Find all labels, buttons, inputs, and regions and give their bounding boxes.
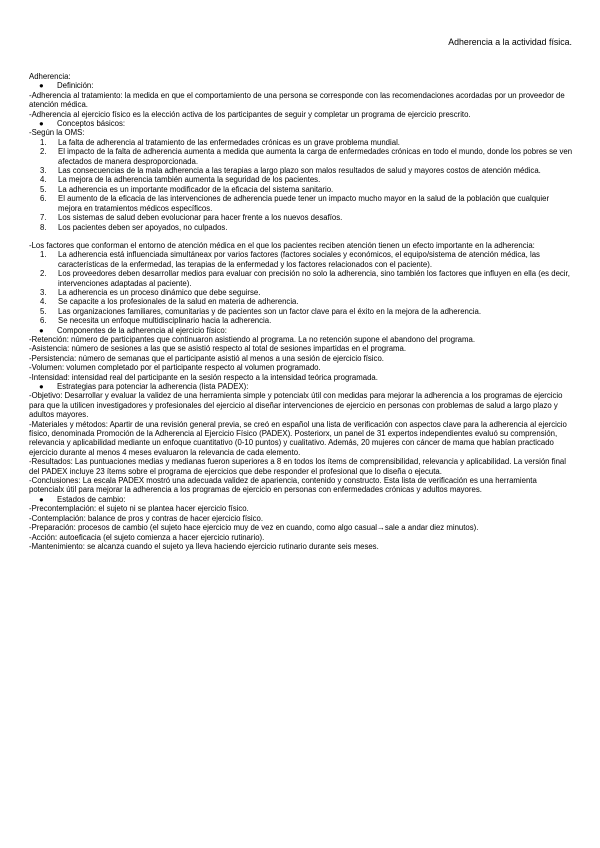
- section-componentes: [29, 326, 574, 335]
- document-body: [29, 72, 574, 551]
- document-heading: Adherencia:: [29, 72, 71, 81]
- paragraph: -Contemplación: balance de pros y contras de hacer ejercicio físico.: [29, 513, 264, 523]
- paragraph: -Mantenimiento: se alcanza cuando el sujeto ya lleva haciendo ejercicio rutinario durante seis meses.: [29, 541, 379, 551]
- paragraph: -Adherencia al ejercicio físico es la elección activa de los participantes de seguir y completar un programa de ejercicio prescrito.: [29, 109, 471, 119]
- list-item: 4. Se capacite a los profesionales de la salud en materia de adherencia.: [40, 297, 299, 307]
- paragraph: -Acción: autoeficacia (el sujeto comienza a hacer ejercicio rutinario).: [29, 532, 265, 542]
- section-estrategias: [29, 382, 574, 391]
- list-item: 2. Los proveedores deben desarrollar medios para evaluar con precisión no solo la adherencia, sino también los factores que influyen en ella (es decir, intervenciones adaptadas al paciente).: [40, 269, 570, 288]
- list-item: 6. El aumento de la eficacia de las intervenciones de adherencia puede tener un impacto mucho mayor en la salud de la población que cualquier mejora en tratamientos médicos específicos.: [40, 194, 550, 213]
- list-item: 1. La falta de adherencia al tratamiento de las enfermedades crónicas es un grave problema mundial.: [40, 137, 400, 147]
- paragraph: -Volumen: volumen completado por el participante respecto al volumen programado.: [29, 363, 321, 373]
- section-title: Componentes de la adherencia al ejercicio físico:: [57, 325, 227, 335]
- section-conceptos: [29, 119, 574, 128]
- list-item: 6. Se necesita un enfoque multidisciplinario hacia la adherencia.: [40, 316, 272, 326]
- oms-list: [29, 138, 574, 232]
- bullet-icon: ●: [39, 325, 44, 335]
- paragraph: -Retención: número de participantes que continuaron asistiendo al programa. La no retención supone el abandono del programa.: [29, 334, 476, 344]
- section-title: Conceptos básicos:: [57, 119, 126, 129]
- section-estados: [29, 495, 574, 504]
- paragraph: -Según la OMS:: [29, 128, 85, 138]
- section-title: Estrategias para potenciar la adherencia (lista PADEX):: [57, 382, 249, 391]
- bullet-icon: ●: [39, 81, 44, 91]
- paragraph: -Preparación: procesos de cambio (el sujeto hace ejercicio muy de vez en cuando, como algo casual→sale a andar diez minutos).: [29, 523, 479, 533]
- bullet-icon: ●: [39, 382, 44, 391]
- list-item: 5. Las organizaciones familiares, comunitarias y de pacientes son un factor clave para el éxito en la mejora de la adherencia.: [40, 306, 482, 316]
- paragraph: -Adherencia al tratamiento: la medida en que el comportamiento de una persona se corresponde con las recomendaciones acordadas por un proveedor de atención médica.: [29, 90, 565, 110]
- list-item: 1. La adherencia está influenciada simultáneax por varios factores (factores sociales y económicos, el equipo/sistema de atención médica, las características de la enfermedad, las terapias de la enfermedad y los factores relacionados con el paciente).: [40, 250, 540, 269]
- paragraph: -Asistencia: número de sesiones a las que se asistió respecto al total de sesiones impartidas en el programa.: [29, 344, 407, 354]
- bullet-icon: ●: [39, 494, 44, 504]
- paragraph: -Materiales y métodos: Apartir de una revisión general previa, se creó en español una lista de verificación con aspectos clave para la adherencia al ejercicio físico, denominada Promoción de la Adherencia al Ejercicio Físico (PADEX). Posteriorx, un panel de 31 expertos independientes evaluó su comprensión, relevancia y aplicabilidad mediante un enfoque cuantitativo (0-10 puntos) y cualitativo. Además, 20 mujeres con cáncer de mama que habían practicado ejercicio durante al menos 4 meses evaluaron la relevancia de cada elemento.: [29, 419, 567, 457]
- factores-list: [29, 250, 574, 325]
- paragraph: -Precontemplación: el sujeto ni se plantea hacer ejercicio físico.: [29, 504, 249, 514]
- section-title: Estados de cambio:: [57, 494, 126, 504]
- paragraph: -Los factores que conforman el entorno de atención médica en el que los pacientes reciben atención tienen un efecto importante en la adherencia:: [29, 240, 535, 250]
- paragraph: -Persistencia: número de semanas que el participante asistió al menos a una sesión de ejercicio físico.: [29, 353, 384, 363]
- paragraph: -Objetivo: Desarrollar y evaluar la validez de una herramienta simple y potencialx útil con medidas para mejorar la adherencia a los programas de ejercicio para que la utilicen investigadores y profesionales del ejercicio al diseñar intervenciones de ejercicio en personas con problemas de salud a largo plazo y adultos mayores.: [29, 391, 563, 420]
- paragraph: -Resultados: Las puntuaciones medias y medianas fueron superiores a 8 en todos los ítems de comprensibilidad, relevancia y aplicabilidad. La versión final del PADEX incluye 23 ítems sobre el programa de ejercicios que debe responder el profesional que lo diseña o ejecuta.: [29, 457, 566, 476]
- list-item: 2. El impacto de la falta de adherencia aumenta a medida que aumenta la carga de enfermedades crónicas en todo el mundo, donde los pobres se ven afectados de manera desproporcionada.: [40, 147, 573, 166]
- section-title: Definición:: [57, 81, 94, 91]
- list-item: 3. Las consecuencias de la mala adherencia a las terapias a largo plazo son malos resultados de salud y mayores costos de atención médica.: [40, 166, 541, 176]
- list-item: 4. La mejora de la adherencia también aumenta la seguridad de los pacientes.: [40, 175, 321, 185]
- list-item: 5. La adherencia es un importante modificador de la eficacia del sistema sanitario.: [40, 184, 334, 194]
- paragraph: -Intensidad: intensidad real del participante en la sesión respecto a la intensidad teórica programada.: [29, 372, 378, 382]
- bullet-icon: ●: [39, 119, 44, 129]
- paragraph: -Conclusiones: La escala PADEX mostró una adecuada validez de apariencia, contenido y constructo. Esta lista de verificación es una herramienta potencialx útil para mejorar la adherencia a los programas de ejercicio en personas con enfermedades crónicas y adultos mayores.: [29, 476, 537, 495]
- page-header: Adherencia a la actividad física.: [448, 37, 572, 47]
- list-item: 8. Los pacientes deben ser apoyados, no culpados.: [40, 222, 228, 232]
- list-item: 7. Los sistemas de salud deben evolucionar para hacer frente a los nuevos desafíos.: [40, 213, 343, 223]
- section-definicion: [29, 81, 574, 90]
- list-item: 3. La adherencia es un proceso dinámico que debe seguirse.: [40, 287, 261, 297]
